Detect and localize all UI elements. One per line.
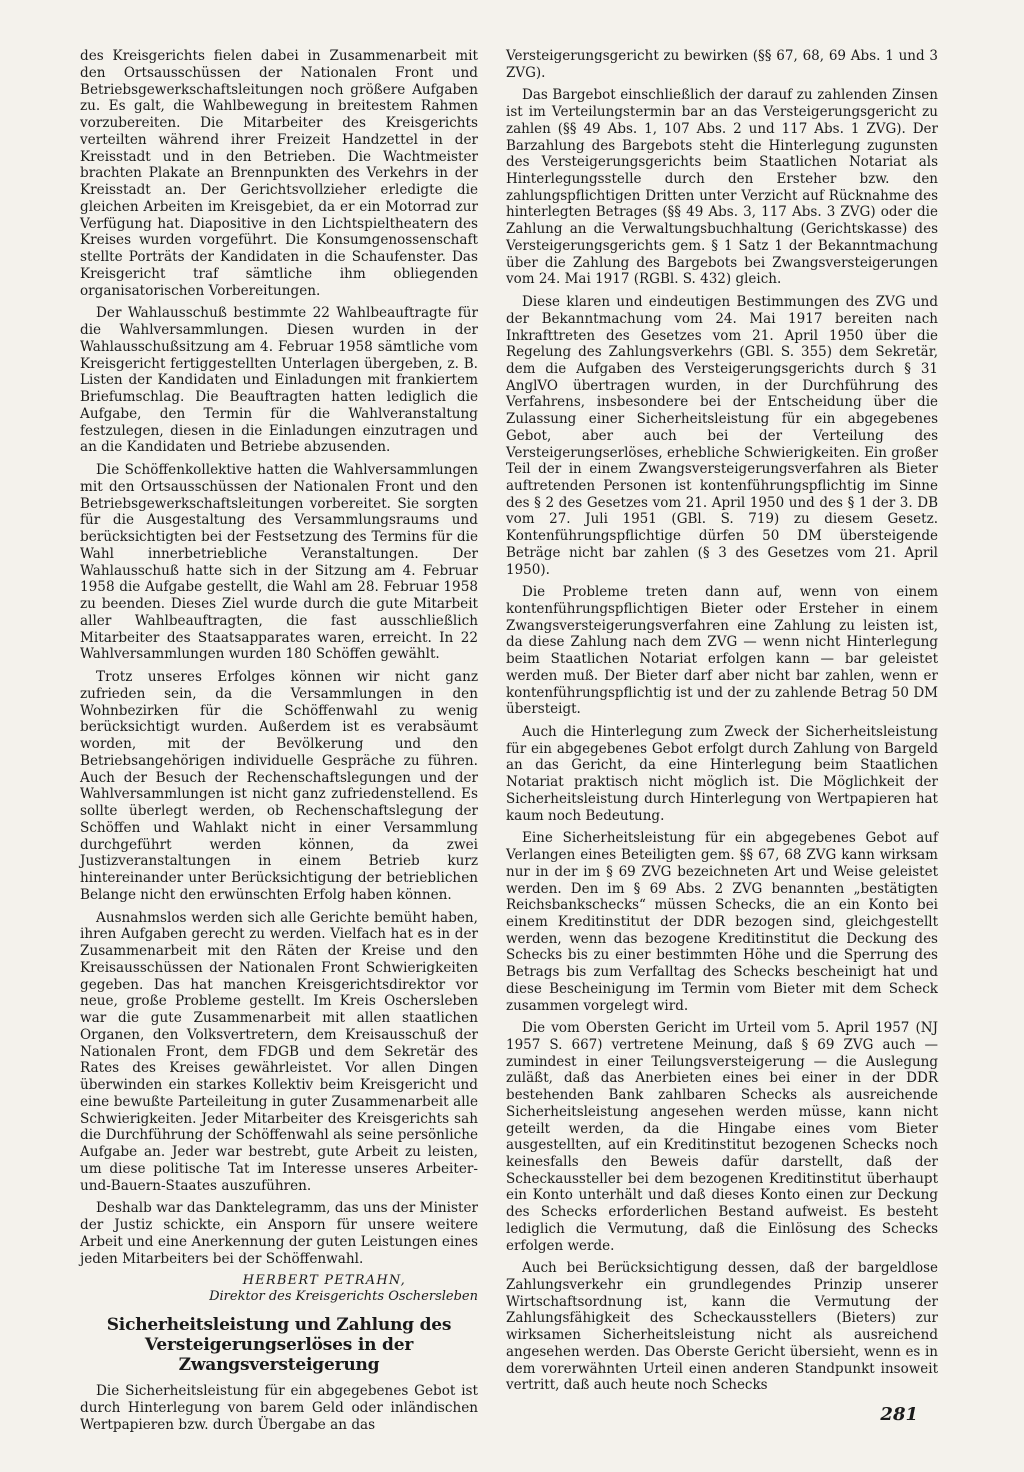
page-number: 281 — [880, 1404, 918, 1425]
left-paragraph-1: des Kreisgerichts fielen dabei in Zusammenarbeit mit den Ortsausschüssen der Nationalen Front und Betriebsgewerkschaftsleitungen noch größere Aufgaben zu. Es galt, die Wahlbewegung in breitestem Rahmen vorzubereiten. Die Mitarbeiter des Kreisgerichts verteilten während ihrer Freizeit Handzettel in der Kreisstadt und in den Betrieben. Die Wachtmeister brachten Plakate an Brennpunkten des Verkehrs in der Kreisstadt an. Der Gerichtsvollzieher erledigte die gleichen Arbeiten im Kreisgebiet, da er ein Motorrad zur Verfügung hat. Diapositive in den Lichtspieltheatern des Kreises wurden vorgeführt. Die Konsumgenossenschaft stellte Porträts der Kandidaten in die Schaufenster. Das Kreisgericht traf sämtliche ihm obliegenden organisatorischen Vorbereitungen. — [80, 48, 478, 299]
right-paragraph-6: Eine Sicherheitsleistung für ein abgegebenes Gebot auf Verlangen eines Beteiligten gem. §§ 67, 68 ZVG kann wirksam nur in der im § 69 ZVG bezeichneten Art und Weise geleistet werden. Den im § 69 Abs. 2 ZVG benannten „bestätigten Reichsbankschecks“ müssen Schecks, die an ein Konto bei einem Kreditinstitut der DDR bezogen sind, gleichgestellt werden, wenn das bezogene Kreditinstitut die Deckung des Schecks bis zu einer bestimmten Höhe und die Sperrung des Betrags bis zum Verfalltag des Schecks bescheinigt hat und diese Bescheinigung im Termin vom Bieter mit dem Scheck zusammen vorgelegt wird. — [506, 830, 938, 1014]
right-paragraph-2: Das Bargebot einschließlich der darauf zu zahlenden Zinsen ist im Verteilungstermin bar an das Versteigerungsgericht zu zahlen (§§ 49 Abs. 1, 107 Abs. 2 und 117 Abs. 1 ZVG). Der Barzahlung des Bargebots steht die Hinterlegung zugunsten des Versteigerungsgerichts beim Staatlichen Notariat als Hinterlegungsstelle durch den Ersteher bzw. den zahlungspflichtigen Dritten unter Verzicht auf Rücknahme des hinterlegten Betrages (§§ 49 Abs. 3, 117 Abs. 3 ZVG) oder die Zahlung an die Verwaltungsbuchhaltung (Gerichtskasse) des Versteigerungsgerichts gem. § 1 Satz 1 der Bekanntmachung über die Zahlung des Bargebots bei Zwangsversteigerungen vom 24. Mai 1917 (RGBl. S. 432) gleich. — [506, 87, 938, 288]
right-column — [506, 48, 938, 1400]
section-paragraph: Die Sicherheitsleistung für ein abgegebenes Gebot ist durch Hinterlegung von barem Geld oder inländischen Wertpapieren bzw. durch Übergabe an das — [80, 1383, 478, 1433]
right-paragraph-1: Versteigerungsgericht zu bewirken (§§ 67, 68, 69 Abs. 1 und 3 ZVG). — [506, 48, 938, 81]
left-paragraph-2: Der Wahlausschuß bestimmte 22 Wahlbeauftragte für die Wahlversammlungen. Diesen wurden in der Wahlausschußsitzung am 4. Februar 1958 sämtliche vom Kreisgericht fertiggestellten Unterlagen übergeben, z. B. Listen der Kandidaten und Einladungen mit frankiertem Briefumschlag. Die Beauftragten hatten lediglich die Aufgabe, den Termin für die Wahlveranstaltung festzulegen, diesen in die Einladungen einzutragen und an die Kandidaten und Betriebe abzusenden. — [80, 305, 478, 456]
right-paragraph-8: Auch bei Berücksichtigung dessen, daß der bargeldlose Zahlungsverkehr ein grundlegendes Prinzip unserer Wirtschaftsordnung ist, kann die Vermutung der Zahlungsfähigkeit des Scheckausstellers (Bieters) zur wirksamen Sicherheitsleistung nicht als ausreichend angesehen werden. Das Oberste Gericht übersieht, wenn es in dem vorerwähnten Urteil einen anderen Standpunkt insoweit vertritt, daß auch heute noch Schecks — [506, 1260, 938, 1394]
left-paragraph-5: Ausnahmslos werden sich alle Gerichte bemüht haben, ihren Aufgaben gerecht zu werden. Vielfach hat es in der Zusammenarbeit mit den Räten der Kreise und den Kreisausschüssen der Nationalen Front Schwierigkeiten gegeben. Das hat manchen Kreisgerichtsdirektor vor neue, große Probleme gestellt. Im Kreis Oschersleben war die gute Zusammenarbeit mit allen staatlichen Organen, den Volksvertretern, dem Kreisausschuß der Nationalen Front, dem FDGB und dem Sekretär des Rates des Kreises gewährleistet. Vor allen Dingen überwinden ein starkes Kollektiv beim Kreisgericht und eine bewußte Parteileitung in guter Zusammenarbeit alle Schwierigkeiten. Jeder Mitarbeiter des Kreisgerichts sah die Durchführung der Schöffenwahl als seine persönliche Aufgabe an. Jeder war bestrebt, gute Arbeit zu leisten, um diese politische Tat im Interesse unseres Arbeiter-und-Bauern-Staates auszuführen. — [80, 909, 478, 1194]
left-paragraph-4: Trotz unseres Erfolges können wir nicht ganz zufrieden sein, da die Versammlungen in den Wohnbezirken für die Schöffenwahl zu wenig berücksichtigt wurden. Außerdem ist es verabsäumt worden, mit der Bevölkerung und den Betriebsangehörigen individuelle Gespräche zu führen. Auch der Besuch der Rechenschaftslegungen und der Wahlversammlungen ist nicht ganz zufriedenstellend. Es sollte überlegt werden, ob Rechenschaftslegung der Schöffen und Wahlakt nicht in einer Versammlung durchgeführt werden können, da zwei Justizveranstaltungen in einem Betrieb kurz hintereinander unter Berücksichtigung der betrieblichen Belange nicht den erwünschten Erfolg haben können. — [80, 669, 478, 903]
right-paragraph-3: Diese klaren und eindeutigen Bestimmungen des ZVG und der Bekanntmachung vom 24. Mai 1917 bereiten nach Inkrafttreten des Gesetzes vom 21. April 1950 über die Regelung des Zahlungsverkehrs (GBl. S. 355) dem Sekretär, dem die Aufgaben des Versteigerungsgerichts durch § 31 AnglVO übertragen wurden, in der Durchführung des Verfahrens, insbesondere bei der Entscheidung über die Zulassung einer Sicherheitsleistung für ein abgegebenes Gebot, aber auch bei der Verteilung des Versteigerungserlöses, erhebliche Schwierigkeiten. Ein großer Teil der in einem Zwangsversteigerungsverfahren als Bieter auftretenden Personen ist kontenführungspflichtig im Sinne des § 2 des Gesetzes vom 21. April 1950 und des § 1 der 3. DB vom 27. Juli 1951 (GBl. S. 719) zu diesem Gesetz. Kontenführungspflichtige dürfen 50 DM übersteigende Beträge nicht bar zahlen (§ 3 des Gesetzes vom 21. April 1950). — [506, 294, 938, 578]
signature-name: HERBERT PETRAHN, — [242, 1273, 406, 1289]
left-paragraph-3: Die Schöffenkollektive hatten die Wahlversammlungen mit den Ortsausschüssen der Nationalen Front und den Betriebsgewerkschaftsleitungen vorbereitet. Sie sorgten für die Ausgestaltung des Versammlungsraums und berücksichtigten bei der Festsetzung des Termins für die Wahl innerbetriebliche Veranstaltungen. Der Wahlausschuß hatte sich in der Sitzung am 4. Februar 1958 die Aufgabe gestellt, die Wahl am 28. Februar 1958 zu beenden. Dieses Ziel wurde durch die gute Mitarbeit aller Wahlbeauftragten, die fast ausschließlich Mitarbeiter des Staatsapparates waren, erreicht. In 22 Wahlversammlungen wurden 180 Schöffen gewählt. — [80, 462, 478, 663]
left-column — [80, 48, 478, 1440]
section-heading: Sicherheitsleistung und Zahlung des Versteigerungserlöses in der Zwangsversteigerung — [106, 1315, 452, 1376]
right-paragraph-4: Die Probleme treten dann auf, wenn von einem kontenführungspflichtigen Bieter oder Ersteher in einem Zwangsversteigerungsverfahren eine Zahlung zu leisten ist, da diese Zahlung nach dem ZVG — wenn nicht Hinterlegung beim Staatlichen Notariat erfolgen kann — bar geleistet werden muß. Der Bieter darf aber nicht bar zahlen, wenn er kontenführungspflichtig ist und der zu zahlende Betrag 50 DM übersteigt. — [506, 584, 938, 718]
signature-title: Direktor des Kreisgerichts Oschersleben — [209, 1289, 478, 1305]
right-paragraph-7: Die vom Obersten Gericht im Urteil vom 5. April 1957 (NJ 1957 S. 667) vertretene Meinung, daß § 69 ZVG auch — zumindest in einer Teilungsversteigerung — die Auslegung zuläßt, daß das Anerbieten eines bei einer in der DDR bestehenden Bank zahlbaren Schecks als ausreichende Sicherheitsleistung angesehen werden müsse, kann nicht geteilt werden, da die Hingabe eines vom Bieter ausgestellten, auf ein Kreditinstitut bezogenen Schecks noch keinesfalls den Beweis dafür darstellt, daß der Scheckaussteller bei dem bezogenen Kreditinstitut überhaupt ein Konto unterhält und daß dieses Konto einen zur Deckung des Schecks erforderlichen Bestand aufweist. Es besteht lediglich die Vermutung, daß die Einlösung des Schecks erfolgen werde. — [506, 1020, 938, 1254]
right-paragraph-5: Auch die Hinterlegung zum Zweck der Sicherheitsleistung für ein abgegebenes Gebot erfolgt durch Zahlung von Bargeld an das Gericht, da eine Hinterlegung beim Staatlichen Notariat praktisch nicht möglich ist. Die Möglichkeit der Sicherheitsleistung durch Hinterlegung von Wertpapieren hat kaum noch Bedeutung. — [506, 724, 938, 824]
left-paragraph-6: Deshalb war das Danktelegramm, das uns der Minister der Justiz schickte, ein Ansporn für unsere weitere Arbeit und eine Anerkennung der guten Leistungen eines jeden Mitarbeiters bei der Schöffenwahl. — [80, 1200, 478, 1267]
